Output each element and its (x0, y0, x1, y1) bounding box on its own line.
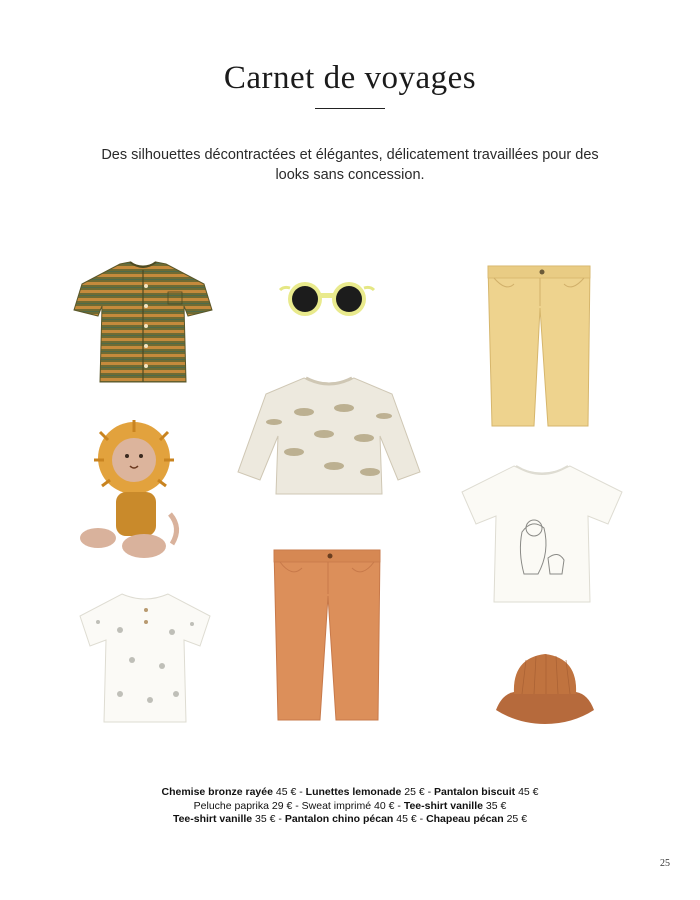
page-title: Carnet de voyages (223, 60, 477, 96)
caption-item-name: Chapeau pécan (426, 813, 504, 825)
product-bucket-hat-image[interactable] (492, 648, 598, 728)
product-striped-shirt-image[interactable] (72, 258, 214, 386)
caption-item-price: 29 € (271, 799, 293, 812)
product-biscuit-trousers-image[interactable] (484, 262, 594, 430)
caption-separator: - (275, 813, 285, 825)
lion-plush-icon (70, 418, 186, 560)
product-caption (0, 786, 700, 827)
caption-item-name: Peluche paprika (193, 799, 269, 812)
caption-separator: - (416, 813, 427, 825)
intro-text: Des silhouettes décontractées et élégantes, délicatement travaillées pour des looks sans concession. (101, 147, 599, 183)
striped-shirt-icon (72, 258, 214, 386)
caption-item-price: 35 € (255, 813, 276, 825)
trousers-icon (484, 262, 594, 430)
tee-shirt-icon (458, 462, 626, 606)
product-pecan-chino-image[interactable] (270, 546, 384, 724)
caption-item-name: Lunettes lemonade (305, 786, 402, 798)
caption-line-3 (0, 813, 700, 827)
caption-item-name: Chemise bronze rayée (161, 786, 273, 798)
page-number: 25 (660, 858, 670, 869)
caption-line-2 (0, 800, 700, 814)
caption-item-price: 40 € (374, 799, 395, 812)
caption-separator: - (394, 799, 404, 812)
caption-item-name: Pantalon chino pécan (284, 813, 394, 825)
caption-item-name: Tee-shirt vanille (403, 799, 483, 812)
caption-line-1 (0, 786, 700, 800)
caption-item-price: 25 € (506, 813, 528, 825)
title-divider (315, 108, 385, 109)
caption-item-name: Pantalon biscuit (434, 786, 516, 798)
caption-item-price: 45 € (518, 786, 539, 798)
bucket-hat-icon (492, 648, 598, 728)
product-lion-plush-image[interactable] (70, 418, 186, 560)
caption-separator: - (296, 786, 306, 798)
caption-item-price: 25 € (404, 786, 425, 798)
product-sunglasses-image[interactable] (278, 280, 376, 318)
sweatshirt-icon (234, 372, 424, 500)
sunglasses-icon (278, 280, 376, 318)
caption-item-price: 45 € (396, 813, 417, 825)
product-vanilla-tee-lion-image[interactable] (458, 462, 626, 606)
caption-item-price: 35 € (485, 799, 507, 812)
caption-separator: - (292, 799, 302, 812)
trousers-icon (270, 546, 384, 724)
caption-separator: - (424, 786, 435, 798)
product-printed-tee-image[interactable] (76, 590, 214, 726)
caption-item-price: 45 € (275, 786, 297, 798)
caption-item-name: Sweat imprimé (301, 799, 372, 812)
tee-shirt-icon (76, 590, 214, 726)
caption-item-name: Tee-shirt vanille (172, 813, 253, 825)
product-printed-sweatshirt-image[interactable] (234, 372, 424, 500)
